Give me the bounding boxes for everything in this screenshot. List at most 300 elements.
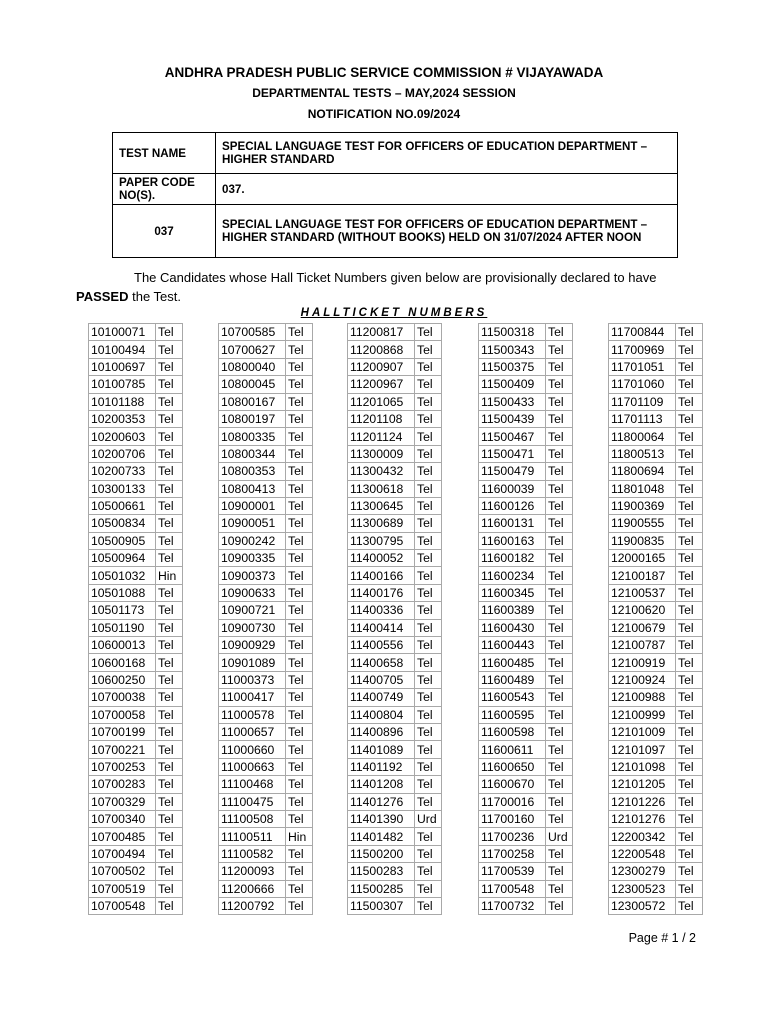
hallticket-number: 10600250 xyxy=(89,671,156,688)
table-row xyxy=(219,810,313,827)
hallticket-number: 11600670 xyxy=(479,776,546,793)
hallticket-number: 12100787 xyxy=(609,637,676,654)
language-code: Tel xyxy=(415,863,442,880)
language-code: Tel xyxy=(415,515,442,532)
table-row xyxy=(219,602,313,619)
hallticket-number: 11000660 xyxy=(219,741,286,758)
language-code: Tel xyxy=(286,706,313,723)
table-row xyxy=(348,671,442,688)
language-code: Tel xyxy=(286,723,313,740)
table-row xyxy=(479,341,573,358)
hallticket-number: 11700236 xyxy=(479,828,546,845)
hallticket-number: 10100071 xyxy=(89,324,156,341)
hallticket-number: 10800353 xyxy=(219,463,286,480)
table-row xyxy=(479,845,573,862)
table-row xyxy=(219,654,313,671)
notification-number: NOTIFICATION NO.09/2024 xyxy=(307,107,461,121)
table-row xyxy=(219,428,313,445)
table-row xyxy=(348,689,442,706)
hallticket-number: 11100475 xyxy=(219,793,286,810)
table-row xyxy=(219,863,313,880)
language-code: Tel xyxy=(676,897,703,914)
hallticket-number: 11200666 xyxy=(219,880,286,897)
language-code: Tel xyxy=(546,550,573,567)
hallticket-number: 10200353 xyxy=(89,410,156,427)
language-code: Tel xyxy=(156,532,183,549)
language-code: Tel xyxy=(156,741,183,758)
hallticket-number: 11000417 xyxy=(219,689,286,706)
hallticket-number: 10800344 xyxy=(219,445,286,462)
hallticket-number: 10700329 xyxy=(89,793,156,810)
hallticket-number: 10100785 xyxy=(89,376,156,393)
hallticket-number: 11300795 xyxy=(348,532,415,549)
table-row xyxy=(479,497,573,514)
table-row xyxy=(479,828,573,845)
hallticket-number: 11401208 xyxy=(348,776,415,793)
language-code: Tel xyxy=(676,567,703,584)
language-code: Hin xyxy=(156,567,183,584)
table-row xyxy=(609,515,703,532)
table-row xyxy=(479,880,573,897)
hallticket-number: 10500834 xyxy=(89,515,156,532)
paper-detail-row xyxy=(113,205,678,258)
language-code: Tel xyxy=(415,584,442,601)
table-row xyxy=(479,723,573,740)
table-row xyxy=(479,741,573,758)
language-code: Tel xyxy=(546,445,573,462)
table-row xyxy=(609,410,703,427)
language-code: Tel xyxy=(676,654,703,671)
language-code: Tel xyxy=(676,776,703,793)
hallticket-number: 10700283 xyxy=(89,776,156,793)
language-code: Tel xyxy=(156,654,183,671)
hallticket-number: 10100494 xyxy=(89,341,156,358)
language-code: Tel xyxy=(415,637,442,654)
language-code: Tel xyxy=(415,602,442,619)
hallticket-number: 10900633 xyxy=(219,584,286,601)
hallticket-number: 11401276 xyxy=(348,793,415,810)
table-row xyxy=(89,532,183,549)
language-code: Tel xyxy=(546,376,573,393)
table-row xyxy=(609,741,703,758)
language-code: Tel xyxy=(156,463,183,480)
language-code: Tel xyxy=(546,463,573,480)
language-code: Urd xyxy=(415,810,442,827)
hallticket-number: 11400052 xyxy=(348,550,415,567)
language-code: Tel xyxy=(415,880,442,897)
language-code: Tel xyxy=(415,550,442,567)
hallticket-number: 10501032 xyxy=(89,567,156,584)
table-row xyxy=(609,897,703,914)
hallticket-number: 11000663 xyxy=(219,758,286,775)
table-row xyxy=(348,706,442,723)
hallticket-number: 11200967 xyxy=(348,376,415,393)
table-row xyxy=(219,341,313,358)
table-row xyxy=(348,567,442,584)
hallticket-number: 11500283 xyxy=(348,863,415,880)
table-row xyxy=(479,758,573,775)
table-row xyxy=(348,654,442,671)
hallticket-number: 11400176 xyxy=(348,584,415,601)
intro-paragraph xyxy=(76,268,706,306)
hallticket-number: 10200733 xyxy=(89,463,156,480)
hallticket-number: 10900001 xyxy=(219,497,286,514)
hallticket-number: 11600611 xyxy=(479,741,546,758)
language-code: Tel xyxy=(156,480,183,497)
hallticket-number: 12101097 xyxy=(609,741,676,758)
hallticket-number: 12100924 xyxy=(609,671,676,688)
table-row xyxy=(348,828,442,845)
table-row xyxy=(219,410,313,427)
language-code: Tel xyxy=(156,845,183,862)
language-code: Tel xyxy=(415,828,442,845)
language-code: Tel xyxy=(546,341,573,358)
table-row xyxy=(348,793,442,810)
hallticket-number: 11200817 xyxy=(348,324,415,341)
table-row xyxy=(89,671,183,688)
hallticket-number: 12100620 xyxy=(609,602,676,619)
hallticket-number: 10800197 xyxy=(219,410,286,427)
table-row xyxy=(348,584,442,601)
table-row xyxy=(89,584,183,601)
language-code: Tel xyxy=(156,550,183,567)
language-code: Tel xyxy=(286,480,313,497)
table-row xyxy=(219,550,313,567)
table-row xyxy=(609,497,703,514)
language-code: Tel xyxy=(546,741,573,758)
hallticket-number: 11701113 xyxy=(609,410,676,427)
table-row xyxy=(219,845,313,862)
table-row xyxy=(219,776,313,793)
table-row xyxy=(609,723,703,740)
table-row xyxy=(348,445,442,462)
intro-rest: the Test. xyxy=(128,289,182,304)
table-row xyxy=(89,341,183,358)
hallticket-number: 10900730 xyxy=(219,619,286,636)
language-code: Tel xyxy=(415,776,442,793)
language-code: Tel xyxy=(415,480,442,497)
hallticket-number: 11900555 xyxy=(609,515,676,532)
hallticket-number: 11600650 xyxy=(479,758,546,775)
hallticket-number: 11701051 xyxy=(609,358,676,375)
hallticket-number: 11201124 xyxy=(348,428,415,445)
language-code: Tel xyxy=(676,497,703,514)
hallticket-number: 12101226 xyxy=(609,793,676,810)
hallticket-number: 10700519 xyxy=(89,880,156,897)
language-code: Tel xyxy=(546,358,573,375)
table-row xyxy=(479,793,573,810)
hallticket-number: 11300618 xyxy=(348,480,415,497)
hallticket-number: 11400749 xyxy=(348,689,415,706)
table-row xyxy=(89,550,183,567)
table-row xyxy=(89,897,183,914)
language-code: Tel xyxy=(286,445,313,462)
table-row xyxy=(89,445,183,462)
language-code: Tel xyxy=(676,324,703,341)
language-code: Tel xyxy=(546,515,573,532)
hallticket-number: 11300432 xyxy=(348,463,415,480)
language-code: Tel xyxy=(676,376,703,393)
table-row xyxy=(89,602,183,619)
hallticket-numbers-heading: HALLTICKET NUMBERS xyxy=(300,307,488,319)
table-row xyxy=(348,497,442,514)
hallticket-number: 11400804 xyxy=(348,706,415,723)
table-row xyxy=(348,637,442,654)
language-code: Tel xyxy=(286,758,313,775)
table-row xyxy=(89,776,183,793)
test-info-table xyxy=(112,132,678,258)
language-code: Tel xyxy=(156,828,183,845)
language-code: Tel xyxy=(156,689,183,706)
language-code: Tel xyxy=(546,758,573,775)
table-row xyxy=(89,741,183,758)
language-code: Tel xyxy=(546,689,573,706)
language-code: Tel xyxy=(286,637,313,654)
table-row xyxy=(348,463,442,480)
table-row xyxy=(479,445,573,462)
hallticket-number: 12200548 xyxy=(609,845,676,862)
hallticket-column xyxy=(88,323,183,915)
language-code: Tel xyxy=(286,324,313,341)
hallticket-number: 12100999 xyxy=(609,706,676,723)
table-row xyxy=(479,602,573,619)
table-row xyxy=(348,863,442,880)
table-row xyxy=(609,863,703,880)
language-code: Tel xyxy=(286,428,313,445)
hallticket-number: 12100537 xyxy=(609,584,676,601)
table-row xyxy=(89,723,183,740)
language-code: Tel xyxy=(415,567,442,584)
language-code: Tel xyxy=(286,393,313,410)
table-row xyxy=(219,584,313,601)
language-code: Tel xyxy=(286,654,313,671)
hallticket-number: 11200907 xyxy=(348,358,415,375)
test-name-label: TEST NAME xyxy=(113,133,216,174)
language-code: Tel xyxy=(415,619,442,636)
hallticket-number: 11600234 xyxy=(479,567,546,584)
language-code: Tel xyxy=(546,723,573,740)
hallticket-number: 12101276 xyxy=(609,810,676,827)
language-code: Tel xyxy=(156,723,183,740)
language-code: Tel xyxy=(546,532,573,549)
table-row xyxy=(609,880,703,897)
table-row xyxy=(219,393,313,410)
language-code: Tel xyxy=(676,619,703,636)
table-row xyxy=(479,863,573,880)
language-code: Tel xyxy=(286,897,313,914)
language-code: Tel xyxy=(546,410,573,427)
table-row xyxy=(219,793,313,810)
language-code: Tel xyxy=(676,428,703,445)
language-code: Tel xyxy=(676,445,703,462)
table-row xyxy=(609,619,703,636)
language-code: Tel xyxy=(156,706,183,723)
language-code: Tel xyxy=(546,810,573,827)
language-code: Tel xyxy=(156,637,183,654)
hallticket-number: 11600598 xyxy=(479,723,546,740)
hallticket-number: 11200093 xyxy=(219,863,286,880)
hallticket-number: 12101098 xyxy=(609,758,676,775)
table-row xyxy=(609,567,703,584)
paper-code-label: PAPER CODE NO(S). xyxy=(113,174,216,205)
language-code: Tel xyxy=(676,602,703,619)
language-code: Tel xyxy=(286,810,313,827)
hallticket-number: 11100508 xyxy=(219,810,286,827)
hallticket-number: 12101009 xyxy=(609,723,676,740)
hallticket-number: 10501190 xyxy=(89,619,156,636)
table-row xyxy=(89,410,183,427)
table-row xyxy=(479,410,573,427)
hallticket-number: 11700258 xyxy=(479,845,546,862)
hallticket-number: 10100697 xyxy=(89,358,156,375)
table-row xyxy=(609,793,703,810)
hallticket-number: 11600039 xyxy=(479,480,546,497)
language-code: Tel xyxy=(546,845,573,862)
table-row xyxy=(89,637,183,654)
hallticket-number: 11500375 xyxy=(479,358,546,375)
language-code: Tel xyxy=(415,324,442,341)
hallticket-column xyxy=(347,323,442,915)
table-row xyxy=(89,497,183,514)
language-code: Tel xyxy=(415,445,442,462)
table-row xyxy=(89,515,183,532)
hallticket-number: 10500905 xyxy=(89,532,156,549)
language-code: Tel xyxy=(286,497,313,514)
hallticket-number: 10700627 xyxy=(219,341,286,358)
hallticket-number: 11000373 xyxy=(219,671,286,688)
language-code: Tel xyxy=(415,376,442,393)
language-code: Tel xyxy=(156,410,183,427)
hallticket-number: 10700485 xyxy=(89,828,156,845)
hallticket-number: 11000578 xyxy=(219,706,286,723)
table-row xyxy=(479,897,573,914)
language-code: Tel xyxy=(286,689,313,706)
table-row xyxy=(609,845,703,862)
table-row xyxy=(479,393,573,410)
test-name-row xyxy=(113,133,678,174)
table-row xyxy=(89,463,183,480)
language-code: Tel xyxy=(286,376,313,393)
language-code: Tel xyxy=(286,341,313,358)
hallticket-number: 10600013 xyxy=(89,637,156,654)
language-code: Tel xyxy=(156,515,183,532)
table-row xyxy=(89,376,183,393)
hallticket-number: 11600430 xyxy=(479,619,546,636)
language-code: Tel xyxy=(156,619,183,636)
hallticket-number: 10700494 xyxy=(89,845,156,862)
language-code: Tel xyxy=(676,410,703,427)
table-row xyxy=(609,671,703,688)
hallticket-number: 11500285 xyxy=(348,880,415,897)
table-row xyxy=(348,515,442,532)
language-code: Tel xyxy=(676,758,703,775)
test-name-value: SPECIAL LANGUAGE TEST FOR OFFICERS OF EDUCATION DEPARTMENT – HIGHER STANDARD xyxy=(216,133,678,174)
language-code: Tel xyxy=(676,463,703,480)
language-code: Tel xyxy=(156,358,183,375)
hallticket-number: 10700548 xyxy=(89,897,156,914)
table-row xyxy=(479,689,573,706)
language-code: Tel xyxy=(156,324,183,341)
hallticket-number: 11600443 xyxy=(479,637,546,654)
language-code: Tel xyxy=(676,741,703,758)
table-row xyxy=(479,480,573,497)
hallticket-number: 11900835 xyxy=(609,532,676,549)
language-code: Tel xyxy=(546,619,573,636)
language-code: Tel xyxy=(546,637,573,654)
language-code: Tel xyxy=(286,515,313,532)
table-row xyxy=(219,706,313,723)
table-row xyxy=(609,776,703,793)
table-row xyxy=(219,758,313,775)
language-code: Tel xyxy=(156,428,183,445)
table-row xyxy=(479,376,573,393)
hallticket-number: 11201065 xyxy=(348,393,415,410)
hallticket-number: 11500467 xyxy=(479,428,546,445)
language-code: Tel xyxy=(676,689,703,706)
language-code: Tel xyxy=(156,863,183,880)
hallticket-column xyxy=(478,323,573,915)
hallticket-number: 10800413 xyxy=(219,480,286,497)
table-row xyxy=(609,463,703,480)
table-row xyxy=(609,654,703,671)
language-code: Tel xyxy=(546,654,573,671)
table-row xyxy=(479,776,573,793)
table-row xyxy=(609,376,703,393)
hallticket-number: 10800167 xyxy=(219,393,286,410)
hallticket-number: 11100468 xyxy=(219,776,286,793)
hallticket-number: 10700585 xyxy=(219,324,286,341)
language-code: Tel xyxy=(676,793,703,810)
passed-label: PASSED xyxy=(76,289,129,304)
language-code: Tel xyxy=(546,793,573,810)
language-code: Tel xyxy=(676,532,703,549)
hallticket-number: 10200706 xyxy=(89,445,156,462)
language-code: Tel xyxy=(415,723,442,740)
table-row xyxy=(479,515,573,532)
language-code: Hin xyxy=(286,828,313,845)
page-number: Page # 1 / 2 xyxy=(628,931,696,945)
table-row xyxy=(219,463,313,480)
table-row xyxy=(609,706,703,723)
language-code: Tel xyxy=(156,602,183,619)
table-row xyxy=(219,532,313,549)
hallticket-number: 11600131 xyxy=(479,515,546,532)
language-code: Tel xyxy=(546,584,573,601)
hallticket-number: 12300572 xyxy=(609,897,676,914)
hallticket-number: 11500433 xyxy=(479,393,546,410)
table-row xyxy=(479,584,573,601)
hallticket-number: 11400705 xyxy=(348,671,415,688)
hallticket-number: 11400896 xyxy=(348,723,415,740)
language-code: Tel xyxy=(286,845,313,862)
table-row xyxy=(348,393,442,410)
language-code: Tel xyxy=(546,776,573,793)
table-row xyxy=(479,654,573,671)
language-code: Tel xyxy=(286,671,313,688)
language-code: Tel xyxy=(415,689,442,706)
hallticket-number: 10500661 xyxy=(89,497,156,514)
table-row xyxy=(89,845,183,862)
hallticket-number: 11700732 xyxy=(479,897,546,914)
language-code: Tel xyxy=(286,532,313,549)
language-code: Tel xyxy=(286,602,313,619)
language-code: Tel xyxy=(415,654,442,671)
table-row xyxy=(348,480,442,497)
hallticket-number: 10800040 xyxy=(219,358,286,375)
table-row xyxy=(219,619,313,636)
hallticket-number: 11300689 xyxy=(348,515,415,532)
table-row xyxy=(219,376,313,393)
